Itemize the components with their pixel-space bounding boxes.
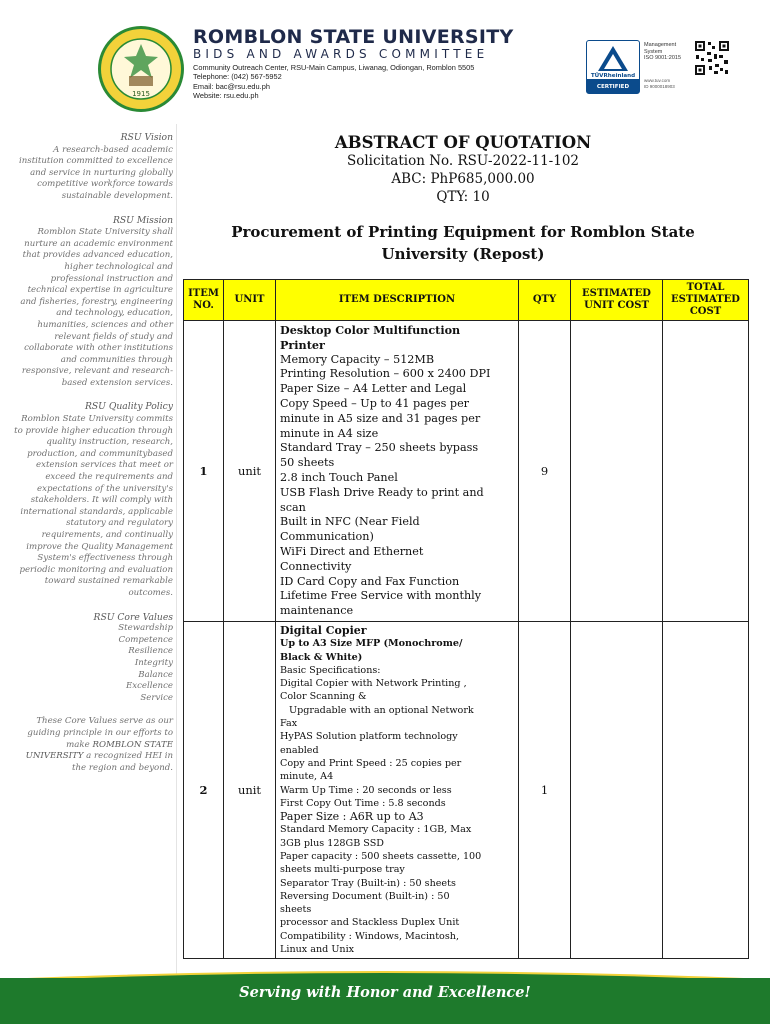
seal-year: 1915 <box>132 90 150 98</box>
core-values-closing <box>10 716 173 774</box>
qty-cell: 9 <box>519 321 571 622</box>
abc-amount: ABC: PhP685,000.00 <box>391 171 535 187</box>
solicitation-number: Solicitation No. RSU-2022-11-102 <box>346 153 580 169</box>
desc-line: ID Card Copy and Fax Function <box>280 574 460 588</box>
unit-cell: unit <box>224 621 276 958</box>
desc-line: 2.8 inch Touch Panel <box>280 470 398 484</box>
core-value: Resilience <box>128 646 173 657</box>
col-header-item-no: ITEM NO. <box>184 280 224 321</box>
desc-line: Compatibility : Windows, Macintosh, <box>280 930 459 942</box>
desc-line: processor and Stackless Duplex Unit <box>280 917 460 929</box>
desc-line: sheets multi-purpose tray <box>280 864 405 876</box>
closing-text-end: a recognized HEI in the region and beyond. <box>72 751 173 773</box>
desc-line: minute in A4 size <box>280 426 379 440</box>
desc-line: Lifetime Free Service with monthly <box>280 589 482 603</box>
desc-line: Fax <box>280 718 298 730</box>
total-cost-cell <box>663 621 749 958</box>
quality-policy-title: RSU Quality Policy <box>84 401 173 413</box>
document-title: ABSTRACT OF QUOTATION <box>334 133 592 152</box>
core-value: Integrity <box>134 657 173 668</box>
desc-line: WiFi Direct and Ethernet <box>280 544 424 558</box>
total-cost-cell <box>663 321 749 622</box>
tuv-badge-name: TÜVRheinland <box>590 73 636 79</box>
desc-line: Connectivity <box>280 559 352 573</box>
qty-cell: 1 <box>519 621 571 958</box>
cert-line: ISO 9001:2015 <box>644 55 682 62</box>
procurement-title-line: Procurement of Printing Equipment for Romblon State <box>231 223 695 241</box>
quotation-table <box>183 279 749 959</box>
col-header-est-unit-cost: ESTIMATED UNIT COST <box>571 280 663 321</box>
desc-line: Upgradable with an optional Network <box>289 704 474 716</box>
col-header-total-cost: TOTAL ESTIMATED COST <box>663 280 749 321</box>
email-line: Email: bac@rsu.edu.ph <box>193 81 270 91</box>
procurement-title <box>183 222 743 265</box>
desc-line: Copy and Print Speed : 25 copies per <box>280 757 462 769</box>
desc-line: Built in NFC (Near Field <box>280 515 420 529</box>
core-value: Excellence <box>125 681 173 692</box>
desc-line: 50 sheets <box>280 456 335 470</box>
desc-line: Separator Tray (Built-in) : 50 sheets <box>280 877 456 889</box>
cert-number: ID 9000018903 <box>644 83 675 89</box>
item-no-cell: 2 <box>184 621 224 958</box>
tuv-triangle-icon <box>587 41 639 93</box>
description-cell <box>276 621 519 958</box>
desc-line: Printer <box>280 337 325 352</box>
quality-policy-text: Romblon State University commits to provide higher education through quality instruction, research, production, and communitybased extension services that meet or exceed the requirements and expectations of the university's stakeholders. It will comply with international standards, applicable statutory and regulatory requirements, and continually improve the Quality Management System's effectiveness through periodic monitoring and evaluation toward sustained remarkable outcomes. <box>14 414 173 598</box>
website-line: Website: rsu.edu.ph <box>193 91 259 101</box>
tuv-logo <box>586 40 640 94</box>
quality-policy-section <box>10 401 173 599</box>
core-value: Service <box>140 692 173 703</box>
desc-line: Black & White) <box>280 651 363 663</box>
desc-line: sheets <box>280 904 312 916</box>
desc-line: Standard Memory Capacity : 1GB, Max <box>280 824 472 836</box>
iso-certification-badge <box>586 40 738 92</box>
table-row <box>184 621 749 958</box>
desc-line: Color Scanning & <box>280 691 367 703</box>
letterhead <box>0 0 770 110</box>
desc-line: Reversing Document (Built-in) : 50 <box>280 890 450 902</box>
desc-line: Linux and Unix <box>280 944 355 956</box>
table-header-row <box>184 280 749 321</box>
quantity-total: QTY: 10 <box>436 189 490 205</box>
closing-text: These Core Values serve as our guiding principle in our efforts to make <box>27 716 173 750</box>
core-values-section <box>10 612 173 705</box>
est-unit-cost-cell <box>571 321 663 622</box>
unit-cell: unit <box>224 321 276 622</box>
mission-title: RSU Mission <box>112 214 173 226</box>
contact-block <box>193 63 474 101</box>
tuv-badge-certified: CERTIFIED <box>596 84 630 90</box>
desc-line: minute, A4 <box>280 771 334 783</box>
committee-name: BIDS AND AWARDS COMMITTEE <box>193 47 489 61</box>
university-seal-logo <box>96 24 186 114</box>
desc-line: scan <box>280 500 306 514</box>
footer-slogan: Serving with Honor and Excellence! <box>239 984 531 1001</box>
desc-line: minute in A5 size and 31 pages per <box>280 411 481 425</box>
closing-university-name: ROMBLON STATE UNIVERSITY <box>25 739 173 762</box>
mission-section <box>10 215 173 390</box>
desc-line: USB Flash Drive Ready to print and <box>280 485 484 499</box>
desc-line: Paper capacity : 500 sheets cassette, 100 <box>280 850 482 862</box>
desc-line: Digital Copier <box>280 623 367 637</box>
desc-line: HyPAS Solution platform technology <box>280 731 458 743</box>
cert-id <box>644 78 675 89</box>
cert-text <box>644 42 681 62</box>
vision-title: RSU Vision <box>120 132 173 143</box>
sidebar-vmgo <box>10 132 173 786</box>
sidebar-divider <box>176 124 177 974</box>
vision-text: A research-based academic institution committed to excellence and service in nurturing globally competitive workforce towards sustainable development. <box>19 144 173 201</box>
col-header-description: ITEM DESCRIPTION <box>276 280 519 321</box>
desc-line: maintenance <box>280 604 354 618</box>
desc-line: Digital Copier with Network Printing , <box>280 678 467 690</box>
telephone-line: Telephone: (042) 567-5952 <box>193 72 282 82</box>
vision-section <box>10 132 173 203</box>
col-header-qty: QTY <box>519 280 571 321</box>
desc-line: Up to A3 Size MFP (Monochrome/ <box>280 638 463 650</box>
core-value: Balance <box>138 669 173 680</box>
desc-line: Desktop Color Multifunction <box>280 323 461 337</box>
document-heading <box>183 133 743 206</box>
core-values-title: RSU Core Values <box>93 611 173 623</box>
cert-url: www.tuv.com <box>644 78 671 83</box>
desc-line: Standard Tray – 250 sheets bypass <box>280 441 479 455</box>
desc-line: Paper Size : A6R up to A3 <box>280 810 424 824</box>
table-row <box>184 321 749 622</box>
desc-line: Copy Speed – Up to 41 pages per <box>280 396 470 410</box>
desc-line: Warm Up Time : 20 seconds or less <box>280 784 452 796</box>
qr-code-icon <box>694 40 730 76</box>
address-line: Community Outreach Center, RSU-Main Campus, Liwanag, Odiongan, Romblon 5505 <box>193 63 475 72</box>
procurement-title-line: University (Repost) <box>381 244 545 263</box>
cert-line: System <box>644 48 663 55</box>
desc-line: enabled <box>280 744 319 756</box>
desc-line: Paper Size – A4 Letter and Legal <box>280 382 467 396</box>
est-unit-cost-cell <box>571 621 663 958</box>
cert-line: Management <box>644 42 677 48</box>
description-cell <box>276 321 519 622</box>
core-value: Competence <box>118 634 173 645</box>
desc-line: Basic Specifications: <box>280 664 381 676</box>
mission-text: Romblon State University shall nurture an academic environment that provides advanced education, higher technological and professional instruction and technical expertise in agriculture and fisheries, forestry, engineering and technology, education, humanities, sciences and other relevant fields of study and collaborate with other institutions and communities through responsive, relevant and research-based extension services. <box>20 227 173 388</box>
desc-line: Memory Capacity – 512MB <box>280 352 435 366</box>
core-value: Stewardship <box>118 623 173 634</box>
desc-line: First Copy Out Time : 5.8 seconds <box>280 797 446 809</box>
desc-line: Printing Resolution – 600 x 2400 DPI <box>280 367 491 381</box>
desc-line: 3GB plus 128GB SSD <box>280 837 384 849</box>
university-name: ROMBLON STATE UNIVERSITY <box>193 26 514 48</box>
col-header-unit: UNIT <box>224 280 276 321</box>
desc-line: Communication) <box>280 530 374 544</box>
item-no-cell: 1 <box>184 321 224 622</box>
